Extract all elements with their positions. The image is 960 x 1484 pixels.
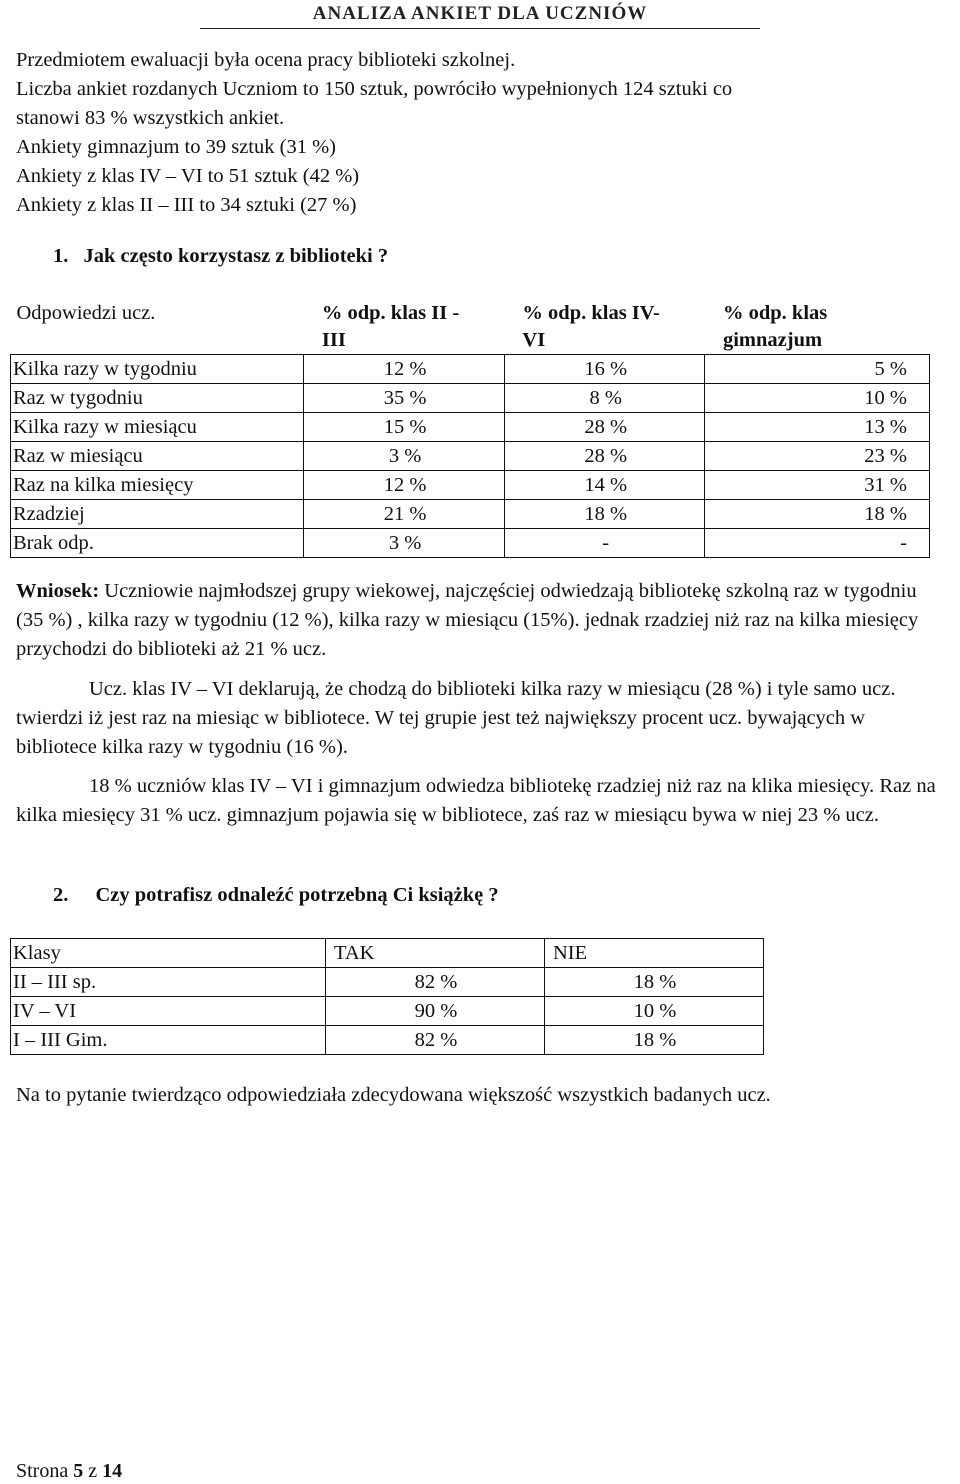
column-header-line: % odp. klas II -: [321, 302, 460, 324]
intro-section: [16, 46, 936, 220]
table-cell: Raz w tygodniu: [11, 384, 304, 413]
column-header: [705, 300, 930, 355]
question-number: 2.: [53, 884, 69, 906]
table-row: [11, 384, 930, 413]
question-2-table: [10, 938, 764, 1055]
table-cell: II – III sp.: [11, 968, 326, 997]
table-cell: 18 %: [545, 968, 764, 997]
column-header: NIE: [545, 939, 764, 968]
column-header-line: % odp. klas IV-: [522, 302, 660, 324]
conclusion-paragraph: [16, 772, 946, 830]
table-cell: 28 %: [504, 442, 705, 471]
column-header: [504, 300, 705, 355]
table-cell: 28 %: [504, 413, 705, 442]
table-cell: 18 %: [705, 500, 930, 529]
table-cell: 18 %: [504, 500, 705, 529]
intro-line: Liczba ankiet rozdanych Uczniom to 150 sztuk, powróciło wypełnionych 124 sztuki co: [16, 78, 733, 100]
table-cell: 13 %: [705, 413, 930, 442]
question-1-heading: [53, 245, 388, 268]
table-row: [11, 1026, 764, 1055]
conclusion-paragraph: [16, 577, 946, 664]
conclusion-paragraph: [16, 675, 946, 762]
question-text: Jak często korzystasz z biblioteki ?: [83, 245, 389, 267]
intro-line: Ankiety z klas II – III to 34 sztuki (27 %): [16, 194, 357, 216]
table-row: [11, 471, 930, 500]
table-cell: I – III Gim.: [11, 1026, 326, 1055]
table-cell: IV – VI: [11, 997, 326, 1026]
table-cell: 16 %: [504, 355, 705, 384]
table-cell: 35 %: [304, 384, 505, 413]
table-cell: 82 %: [326, 968, 545, 997]
table-cell: 10 %: [545, 997, 764, 1026]
column-header-line: gimnazjum: [722, 329, 823, 351]
table-cell: Rzadziej: [11, 500, 304, 529]
conclusion-text: 18 % uczniów klas IV – VI i gimnazjum odwiedza bibliotekę rzadziej niż raz na klika miesięcy. Raz na kilka miesięcy 31 % ucz. gimnazjum pojawia się w bibliotece, zaś raz w miesiącu bywa w niej 23 % ucz.: [16, 775, 936, 826]
page-header: ANALIZA ANKIET DLA UCZNIÓW: [312, 3, 648, 24]
table-cell: Kilka razy w tygodniu: [11, 355, 304, 384]
table-cell: -: [504, 529, 705, 558]
table-cell: 10 %: [705, 384, 930, 413]
table-cell: 14 %: [504, 471, 705, 500]
table-cell: 18 %: [545, 1026, 764, 1055]
table-row: [11, 500, 930, 529]
intro-line: Ankiety z klas IV – VI to 51 sztuk (42 %): [16, 165, 360, 187]
conclusion-text: Uczniowie najmłodszej grupy wiekowej, najczęściej odwiedzają bibliotekę szkolną raz w tygodniu (35 %) , kilka razy w tygodniu (12 %), kilka razy w miesiącu (15%). jednak rzadziej niż raz na kilka miesięcy przychodzi do biblioteki aż 21 % ucz.: [16, 580, 919, 660]
table-cell: 12 %: [304, 471, 505, 500]
table-cell: Kilka razy w miesiącu: [11, 413, 304, 442]
intro-line: stanowi 83 % wszystkich ankiet.: [16, 107, 285, 129]
question-1-table: [10, 300, 930, 558]
column-header-line: % odp. klas: [722, 302, 828, 324]
intro-line: Ankiety gimnazjum to 39 sztuk (31 %): [16, 136, 336, 158]
question-number: 1.: [53, 245, 69, 267]
table-cell: -: [705, 529, 930, 558]
conclusion-text: Ucz. klas IV – VI deklarują, że chodzą do biblioteki kilka razy w miesiącu (28 %) i tyle samo ucz. twierdzi iż jest raz na miesiąc w bibliotece. W tej grupie jest też największy procent ucz. bywających w bibliotece kilka razy w tygodniu (16 %).: [16, 678, 896, 758]
footer-separator: z: [88, 1460, 98, 1482]
intro-line: Przedmiotem ewaluacji była ocena pracy biblioteki szkolnej.: [16, 49, 516, 71]
column-header: Klasy: [11, 939, 326, 968]
table-cell: 15 %: [304, 413, 505, 442]
question-2-heading: [53, 884, 499, 907]
total-pages: 14: [102, 1460, 123, 1482]
table-header-row: [11, 939, 764, 968]
column-header-line: III: [321, 329, 346, 351]
table-row: [11, 968, 764, 997]
page-footer: [16, 1460, 122, 1483]
table-cell: 90 %: [326, 997, 545, 1026]
table-header-row: [11, 300, 930, 355]
table-row: [11, 442, 930, 471]
footer-label: Strona: [16, 1460, 69, 1482]
conclusion-text: Na to pytanie twierdząco odpowiedziała zdecydowana większość wszystkich badanych ucz.: [16, 1084, 771, 1106]
table-cell: 82 %: [326, 1026, 545, 1055]
table-cell: 8 %: [504, 384, 705, 413]
table-cell: Raz w miesiącu: [11, 442, 304, 471]
table-cell: 31 %: [705, 471, 930, 500]
column-header: TAK: [326, 939, 545, 968]
table-cell: 5 %: [705, 355, 930, 384]
table-cell: 3 %: [304, 442, 505, 471]
column-header: Odpowiedzi ucz.: [16, 302, 156, 324]
table-cell: 12 %: [304, 355, 505, 384]
table-cell: 21 %: [304, 500, 505, 529]
conclusion-paragraph: [16, 1081, 946, 1110]
table-cell: 23 %: [705, 442, 930, 471]
conclusion-lead: Wniosek:: [16, 580, 100, 602]
table-cell: 3 %: [304, 529, 505, 558]
table-row: [11, 529, 930, 558]
question-text: Czy potrafisz odnaleźć potrzebną Ci książkę ?: [95, 884, 499, 906]
current-page-number: 5: [73, 1460, 84, 1482]
header-rule: [200, 28, 760, 29]
table-row: [11, 997, 764, 1026]
table-cell: Raz na kilka miesięcy: [11, 471, 304, 500]
table-cell: Brak odp.: [11, 529, 304, 558]
table-row: [11, 413, 930, 442]
table-row: [11, 355, 930, 384]
column-header: [304, 300, 505, 355]
column-header-line: VI: [522, 329, 546, 351]
